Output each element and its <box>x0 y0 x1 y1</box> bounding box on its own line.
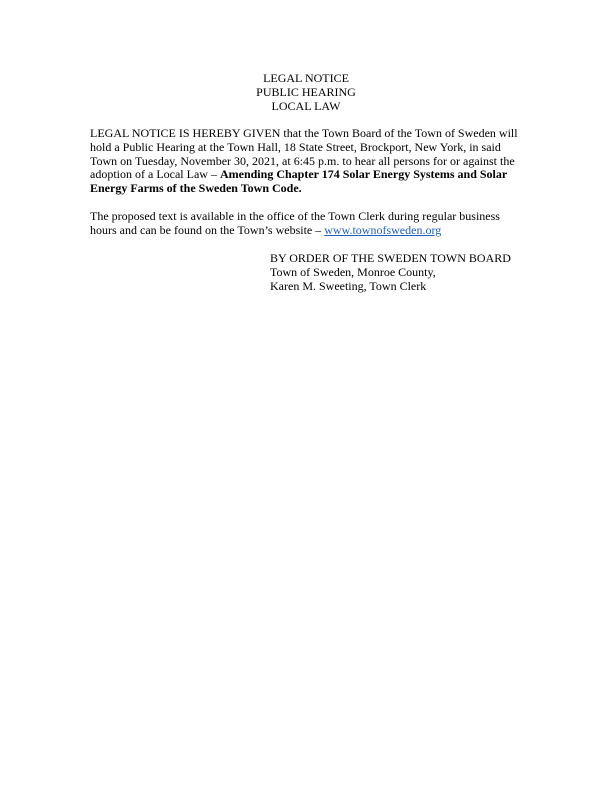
signature-town-line: Town of Sweden, Monroe County, <box>270 264 436 279</box>
heading-public-hearing: PUBLIC HEARING <box>256 84 356 99</box>
signature-block <box>270 252 511 293</box>
heading-legal-notice: LEGAL NOTICE <box>263 71 349 85</box>
signature-clerk-line: Karen M. Sweeting, Town Clerk <box>270 278 427 293</box>
hearing-intro-text: LEGAL NOTICE IS HEREBY GIVEN that the Town Board of the Town of Sweden will hold a Public Hearing at the Town Hall, 18 State Street, Brockport, New York, in said Town on Tuesday, November 30, 2021, at 6:45 p.m. to hear all persons for or against the adoption of a Local Law – <box>90 126 518 182</box>
local-law-title: Amending Chapter 174 Solar Energy Systems and Solar Energy Farms of the Sweden Town Code. <box>90 167 508 196</box>
heading-local-law: LOCAL LAW <box>271 98 341 113</box>
availability-paragraph <box>90 210 526 238</box>
signature-order-line: BY ORDER OF THE SWEDEN TOWN BOARD <box>270 251 511 265</box>
hearing-paragraph <box>90 127 526 196</box>
notice-heading <box>0 72 612 113</box>
availability-text: The proposed text is available in the office of the Town Clerk during regular business hours and can be found on the Town’s website – <box>90 209 500 237</box>
town-website-link[interactable]: www.townofsweden.org <box>324 222 442 237</box>
